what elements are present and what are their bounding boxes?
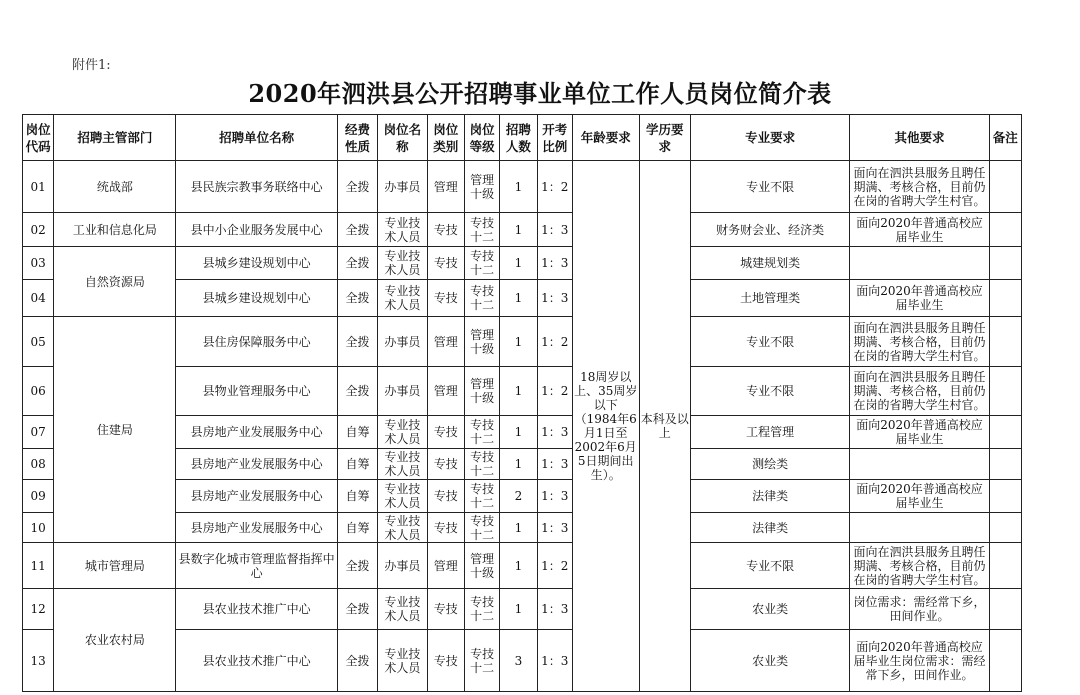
cell-post-type: 管理 — [427, 367, 464, 416]
cell-post-type: 管理 — [427, 543, 464, 589]
cell-code: 06 — [23, 367, 54, 416]
table-row — [23, 317, 1022, 367]
cell-other — [850, 513, 989, 543]
cell-funding: 自筹 — [337, 416, 377, 449]
cell-unit: 县房地产业发展服务中心 — [176, 449, 337, 480]
cell-major: 农业类 — [690, 589, 849, 630]
cell-funding: 全拨 — [337, 161, 377, 213]
cell-count: 1 — [500, 317, 537, 367]
positions-table — [22, 114, 1022, 692]
table-row — [23, 589, 1022, 630]
cell-dept: 工业和信息化局 — [54, 213, 176, 247]
cell-dept: 统战部 — [54, 161, 176, 213]
header-post-type: 岗位类别 — [427, 115, 464, 161]
cell-unit: 县农业技术推广中心 — [176, 589, 337, 630]
cell-code: 01 — [23, 161, 54, 213]
cell-post-name: 专业技术人员 — [378, 480, 427, 513]
cell-other: 面向2020年普通高校应届毕业生 — [850, 213, 989, 247]
cell-count: 1 — [500, 367, 537, 416]
cell-dept: 自然资源局 — [54, 247, 176, 317]
cell-dept: 城市管理局 — [54, 543, 176, 589]
cell-code: 10 — [23, 513, 54, 543]
cell-post-name: 专业技术人员 — [378, 630, 427, 692]
cell-dept: 农业农村局 — [54, 589, 176, 692]
cell-funding: 自筹 — [337, 513, 377, 543]
cell-count: 3 — [500, 630, 537, 692]
cell-funding: 全拨 — [337, 247, 377, 280]
cell-post-name: 办事员 — [378, 161, 427, 213]
cell-post-name: 办事员 — [378, 543, 427, 589]
cell-post-level: 专技十二 — [464, 416, 499, 449]
cell-funding: 自筹 — [337, 449, 377, 480]
cell-post-name: 专业技术人员 — [378, 449, 427, 480]
header-remark: 备注 — [989, 115, 1021, 161]
cell-remark — [989, 213, 1021, 247]
cell-post-name: 专业技术人员 — [378, 589, 427, 630]
table-row — [23, 247, 1022, 280]
cell-major: 法律类 — [690, 513, 849, 543]
cell-count: 1 — [500, 543, 537, 589]
cell-funding: 全拨 — [337, 589, 377, 630]
cell-other: 面向在泗洪县服务且聘任期满、考核合格，目前仍在岗的省聘大学生村官。 — [850, 543, 989, 589]
cell-ratio: 1：2 — [537, 367, 572, 416]
cell-count: 2 — [500, 480, 537, 513]
cell-other: 面向2020年普通高校应届毕业生 — [850, 480, 989, 513]
cell-unit: 县房地产业发展服务中心 — [176, 480, 337, 513]
cell-other: 面向在泗洪县服务且聘任期满、考核合格，目前仍在岗的省聘大学生村官。 — [850, 317, 989, 367]
cell-post-type: 专技 — [427, 416, 464, 449]
cell-funding: 全拨 — [337, 317, 377, 367]
cell-count: 1 — [500, 247, 537, 280]
cell-code: 11 — [23, 543, 54, 589]
cell-code: 08 — [23, 449, 54, 480]
cell-post-level: 专技十二 — [464, 213, 499, 247]
table-header-row — [23, 115, 1022, 161]
cell-ratio: 1：3 — [537, 480, 572, 513]
cell-code: 09 — [23, 480, 54, 513]
cell-post-level: 专技十二 — [464, 513, 499, 543]
cell-remark — [989, 280, 1021, 317]
cell-post-level: 专技十二 — [464, 247, 499, 280]
cell-post-level: 管理十级 — [464, 161, 499, 213]
cell-code: 12 — [23, 589, 54, 630]
cell-post-type: 专技 — [427, 480, 464, 513]
cell-ratio: 1：3 — [537, 513, 572, 543]
cell-post-level: 专技十二 — [464, 480, 499, 513]
cell-major: 工程管理 — [690, 416, 849, 449]
cell-post-name: 办事员 — [378, 367, 427, 416]
cell-post-level: 专技十二 — [464, 280, 499, 317]
cell-other: 面向2020年普通高校应届毕业生岗位需求：需经常下乡，田间作业。 — [850, 630, 989, 692]
cell-post-type: 专技 — [427, 449, 464, 480]
cell-post-type: 管理 — [427, 161, 464, 213]
cell-ratio: 1：3 — [537, 449, 572, 480]
cell-unit: 县数字化城市管理监督指挥中心 — [176, 543, 337, 589]
cell-remark — [989, 416, 1021, 449]
cell-unit: 县物业管理服务中心 — [176, 367, 337, 416]
cell-major: 土地管理类 — [690, 280, 849, 317]
table-row — [23, 161, 1022, 213]
cell-post-level: 管理十级 — [464, 367, 499, 416]
cell-post-type: 专技 — [427, 247, 464, 280]
cell-other: 面向2020年普通高校应届毕业生 — [850, 416, 989, 449]
cell-code: 07 — [23, 416, 54, 449]
cell-code: 05 — [23, 317, 54, 367]
cell-other: 面向在泗洪县服务且聘任期满、考核合格，目前仍在岗的省聘大学生村官。 — [850, 161, 989, 213]
cell-remark — [989, 247, 1021, 280]
cell-funding: 全拨 — [337, 367, 377, 416]
cell-post-level: 专技十二 — [464, 589, 499, 630]
cell-post-type: 专技 — [427, 589, 464, 630]
cell-count: 1 — [500, 416, 537, 449]
cell-other: 岗位需求：需经常下乡，田间作业。 — [850, 589, 989, 630]
cell-count: 1 — [500, 280, 537, 317]
cell-remark — [989, 543, 1021, 589]
cell-other — [850, 449, 989, 480]
cell-post-level: 专技十二 — [464, 630, 499, 692]
cell-count: 1 — [500, 161, 537, 213]
table-row — [23, 543, 1022, 589]
cell-remark — [989, 589, 1021, 630]
cell-post-type: 专技 — [427, 513, 464, 543]
cell-ratio: 1：3 — [537, 280, 572, 317]
header-major: 专业要求 — [690, 115, 849, 161]
cell-count: 1 — [500, 589, 537, 630]
header-funding: 经费性质 — [337, 115, 377, 161]
attachment-label: 附件1: — [72, 58, 111, 73]
cell-other: 面向2020年普通高校应届毕业生 — [850, 280, 989, 317]
cell-unit: 县房地产业发展服务中心 — [176, 513, 337, 543]
cell-unit: 县住房保障服务中心 — [176, 317, 337, 367]
cell-major: 专业不限 — [690, 367, 849, 416]
cell-major: 专业不限 — [690, 161, 849, 213]
cell-age-requirement: 18周岁以上、35周岁以下（1984年6月1日至2002年6月5日期间出生）。 — [572, 161, 639, 692]
cell-post-type: 专技 — [427, 213, 464, 247]
cell-funding: 全拨 — [337, 280, 377, 317]
cell-ratio: 1：2 — [537, 317, 572, 367]
header-ratio: 开考比例 — [537, 115, 572, 161]
cell-other — [850, 247, 989, 280]
cell-unit: 县中小企业服务发展中心 — [176, 213, 337, 247]
cell-major: 城建规划类 — [690, 247, 849, 280]
cell-major: 专业不限 — [690, 317, 849, 367]
cell-post-type: 专技 — [427, 630, 464, 692]
cell-unit: 县房地产业发展服务中心 — [176, 416, 337, 449]
header-other: 其他要求 — [850, 115, 989, 161]
cell-major: 财务财会业、经济类 — [690, 213, 849, 247]
cell-ratio: 1：2 — [537, 161, 572, 213]
cell-post-level: 管理十级 — [464, 317, 499, 367]
cell-funding: 全拨 — [337, 543, 377, 589]
page-title: 2020年泗洪县公开招聘事业单位工作人员岗位简介表 — [248, 79, 832, 108]
cell-ratio: 1：3 — [537, 247, 572, 280]
cell-post-level: 专技十二 — [464, 449, 499, 480]
cell-major: 法律类 — [690, 480, 849, 513]
cell-post-name: 专业技术人员 — [378, 213, 427, 247]
cell-funding: 全拨 — [337, 213, 377, 247]
cell-remark — [989, 449, 1021, 480]
cell-unit: 县民族宗教事务联络中心 — [176, 161, 337, 213]
cell-remark — [989, 513, 1021, 543]
cell-remark — [989, 480, 1021, 513]
cell-funding: 自筹 — [337, 480, 377, 513]
cell-post-type: 管理 — [427, 317, 464, 367]
cell-code: 13 — [23, 630, 54, 692]
cell-ratio: 1：3 — [537, 416, 572, 449]
header-count: 招聘人数 — [500, 115, 537, 161]
cell-major: 专业不限 — [690, 543, 849, 589]
header-unit: 招聘单位名称 — [176, 115, 337, 161]
cell-code: 02 — [23, 213, 54, 247]
cell-remark — [989, 161, 1021, 213]
cell-count: 1 — [500, 513, 537, 543]
cell-ratio: 1：3 — [537, 630, 572, 692]
header-dept: 招聘主管部门 — [54, 115, 176, 161]
cell-unit: 县城乡建设规划中心 — [176, 247, 337, 280]
cell-post-name: 专业技术人员 — [378, 247, 427, 280]
header-code: 岗位代码 — [23, 115, 54, 161]
cell-post-type: 专技 — [427, 280, 464, 317]
cell-code: 04 — [23, 280, 54, 317]
cell-remark — [989, 317, 1021, 367]
cell-major: 测绘类 — [690, 449, 849, 480]
cell-count: 1 — [500, 213, 537, 247]
cell-ratio: 1：3 — [537, 213, 572, 247]
table-row — [23, 213, 1022, 247]
cell-post-name: 办事员 — [378, 317, 427, 367]
cell-edu-requirement: 本科及以上 — [639, 161, 690, 692]
cell-major: 农业类 — [690, 630, 849, 692]
cell-dept: 住建局 — [54, 317, 176, 543]
header-age: 年龄要求 — [572, 115, 639, 161]
cell-unit: 县城乡建设规划中心 — [176, 280, 337, 317]
cell-post-name: 专业技术人员 — [378, 416, 427, 449]
cell-count: 1 — [500, 449, 537, 480]
cell-other: 面向在泗洪县服务且聘任期满、考核合格，目前仍在岗的省聘大学生村官。 — [850, 367, 989, 416]
cell-ratio: 1：3 — [537, 589, 572, 630]
cell-post-name: 专业技术人员 — [378, 280, 427, 317]
cell-remark — [989, 630, 1021, 692]
cell-unit: 县农业技术推广中心 — [176, 630, 337, 692]
cell-remark — [989, 367, 1021, 416]
cell-code: 03 — [23, 247, 54, 280]
cell-ratio: 1：2 — [537, 543, 572, 589]
header-post-name: 岗位名称 — [378, 115, 427, 161]
cell-post-name: 专业技术人员 — [378, 513, 427, 543]
header-edu: 学历要求 — [639, 115, 690, 161]
cell-post-level: 管理十级 — [464, 543, 499, 589]
header-post-level: 岗位等级 — [464, 115, 499, 161]
cell-funding: 全拨 — [337, 630, 377, 692]
